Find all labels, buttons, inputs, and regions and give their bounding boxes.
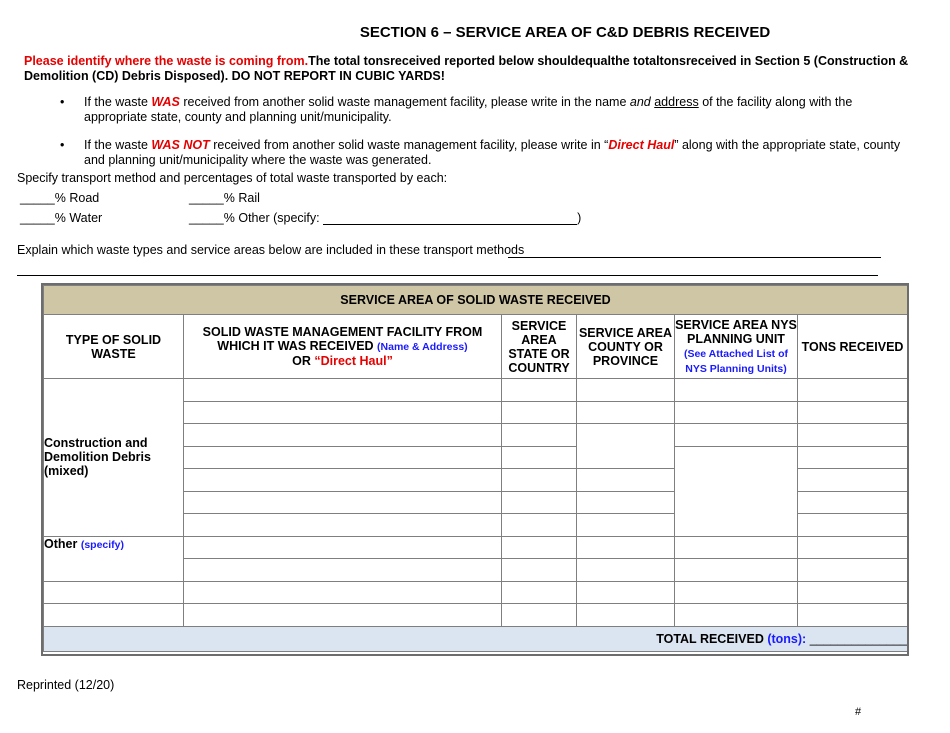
state-cell[interactable]	[502, 401, 577, 424]
bullet-dot: •	[60, 95, 65, 109]
tons-cell[interactable]	[798, 469, 908, 492]
other-type-cell	[44, 536, 184, 581]
b1-address: address	[654, 95, 699, 109]
facility-cell[interactable]	[184, 446, 502, 469]
facility-cell[interactable]	[184, 581, 502, 604]
b2-pre: If the waste	[84, 138, 152, 152]
header-tons: TONS RECEIVED	[798, 315, 908, 379]
tons-cell[interactable]	[798, 401, 908, 424]
bullet-was-text	[84, 95, 910, 124]
intro-black: The total tonsreceived reported below shouldequalthe totaltonsreceived in Section 5 (Construction & Demolition (CD) Debris Disposed). DO NOT REPORT IN CUBIC YARDS!	[24, 54, 909, 83]
state-cell[interactable]	[502, 491, 577, 514]
header-type: TYPE OF SOLID WASTE	[44, 315, 184, 379]
county-cell[interactable]	[577, 514, 675, 537]
header-facility-red: “Direct Haul”	[314, 354, 393, 368]
bullet-was-not	[60, 138, 910, 168]
county-cell[interactable]	[577, 581, 675, 604]
total-field[interactable]: ______________	[809, 631, 908, 646]
county-cell[interactable]	[577, 491, 675, 514]
facility-cell[interactable]	[184, 401, 502, 424]
tons-cell[interactable]	[798, 536, 908, 559]
type-cell[interactable]	[44, 581, 184, 604]
tons-cell[interactable]	[798, 604, 908, 627]
other-close-paren: )	[577, 211, 582, 225]
bullet-was	[60, 95, 910, 125]
state-cell[interactable]	[502, 536, 577, 559]
intro-red: Please identify where the waste is coming from.	[24, 54, 309, 68]
nys-cell[interactable]	[675, 536, 798, 559]
tons-cell[interactable]	[798, 491, 908, 514]
explain-line-1[interactable]	[508, 257, 881, 258]
other-field[interactable]	[189, 211, 581, 225]
nys-cell[interactable]	[675, 446, 798, 536]
state-cell[interactable]	[502, 446, 577, 469]
other-specify-line[interactable]	[323, 211, 577, 225]
county-cell[interactable]	[577, 379, 675, 402]
header-state: SERVICE AREA STATE OR COUNTRY	[502, 315, 577, 379]
nys-cell[interactable]	[675, 604, 798, 627]
county-cell[interactable]	[577, 559, 675, 582]
tons-cell[interactable]	[798, 581, 908, 604]
nys-cell[interactable]	[675, 401, 798, 424]
facility-cell[interactable]	[184, 424, 502, 447]
header-nys-main: SERVICE AREA NYS PLANNING UNIT	[675, 317, 797, 346]
b1-post: of the facility along with the appropriate state, county and planning unit/municipality.	[84, 95, 853, 124]
tons-cell[interactable]	[798, 446, 908, 469]
nys-cell[interactable]	[675, 559, 798, 582]
state-cell[interactable]	[502, 604, 577, 627]
b1-emph: WAS	[151, 95, 180, 109]
county-cell[interactable]	[577, 469, 675, 492]
type-cell[interactable]	[44, 604, 184, 627]
state-cell[interactable]	[502, 424, 577, 447]
b2-mid: received from another solid waste management facility, please write in “	[209, 138, 609, 152]
state-cell[interactable]	[502, 581, 577, 604]
section-title: SECTION 6 – SERVICE AREA OF C&D DEBRIS RECEIVED	[359, 24, 771, 41]
nys-cell[interactable]	[675, 424, 798, 447]
other-type-label: Other	[44, 536, 78, 551]
tons-cell[interactable]	[798, 559, 908, 582]
bullet-dot: •	[60, 138, 65, 152]
reprinted-footer: Reprinted (12/20)	[17, 678, 115, 692]
total-received-row	[44, 626, 908, 651]
b1-pre: If the waste	[84, 95, 152, 109]
header-facility	[184, 315, 502, 379]
rail-field[interactable]: _____% Rail	[189, 191, 260, 205]
other-label: _____% Other (specify:	[189, 211, 320, 225]
nys-cell[interactable]	[675, 581, 798, 604]
intro-text	[24, 54, 929, 84]
header-nys	[675, 315, 798, 379]
service-area-table	[43, 285, 908, 652]
facility-cell[interactable]	[184, 514, 502, 537]
tons-cell[interactable]	[798, 424, 908, 447]
road-field[interactable]: _____% Road	[20, 191, 100, 205]
facility-cell[interactable]	[184, 559, 502, 582]
other-type-specify: (specify)	[80, 538, 125, 551]
state-cell[interactable]	[502, 514, 577, 537]
header-facility-small: (Name & Address)	[377, 341, 468, 353]
header-county: SERVICE AREA COUNTY OR PROVINCE	[577, 315, 675, 379]
facility-cell[interactable]	[184, 491, 502, 514]
facility-cell[interactable]	[184, 469, 502, 492]
cd-type-cell: Construction and Demolition Debris (mixed)	[44, 379, 184, 537]
state-cell[interactable]	[502, 379, 577, 402]
county-cell[interactable]	[577, 604, 675, 627]
header-facility-main: SOLID WASTE MANAGEMENT FACILITY FROM WHICH IT WAS RECEIVED	[202, 325, 483, 353]
water-field[interactable]: _____% Water	[20, 211, 103, 225]
facility-cell[interactable]	[184, 604, 502, 627]
nys-cell[interactable]	[675, 379, 798, 402]
header-facility-or: OR	[292, 354, 311, 368]
county-cell[interactable]	[577, 401, 675, 424]
explain-line-2[interactable]	[17, 275, 878, 276]
explain-prompt: Explain which waste types and service areas below are included in these transport methods	[17, 243, 525, 257]
state-cell[interactable]	[502, 469, 577, 492]
table-banner: SERVICE AREA OF SOLID WASTE RECEIVED	[44, 286, 908, 315]
b2-emph: WAS NOT	[151, 138, 210, 152]
state-cell[interactable]	[502, 559, 577, 582]
b2-direct: Direct Haul	[608, 138, 675, 152]
bullet-was-not-text	[84, 138, 910, 167]
page-mark: #	[855, 706, 862, 718]
transport-prompt: Specify transport method and percentages of total waste transported by each:	[17, 171, 448, 185]
total-label: TOTAL RECEIVED	[656, 631, 764, 646]
total-unit: (tons):	[767, 631, 807, 646]
facility-cell[interactable]	[184, 536, 502, 559]
county-cell[interactable]	[577, 536, 675, 559]
b1-mid: received from another solid waste management facility, please write in the name	[179, 95, 630, 109]
facility-cell[interactable]	[184, 379, 502, 402]
tons-cell[interactable]	[798, 514, 908, 537]
tons-cell[interactable]	[798, 379, 908, 402]
county-cell[interactable]	[577, 424, 675, 469]
b2-post: ” along with the appropriate state, county and planning unit/municipality where the waste was generated.	[84, 138, 901, 167]
header-nys-small: (See Attached List of NYS Planning Units)	[683, 347, 789, 375]
b1-and: and	[629, 95, 651, 109]
